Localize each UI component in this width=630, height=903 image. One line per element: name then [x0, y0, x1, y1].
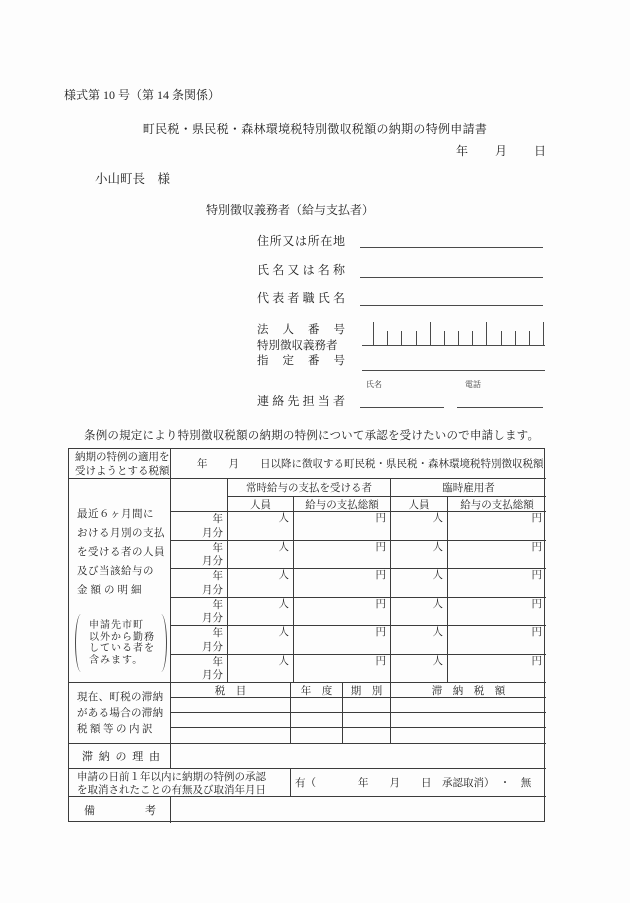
special-tax-label-line1: 納期の特例の適用を [75, 452, 170, 463]
tick [416, 331, 417, 345]
month-suffix: 月分 [202, 641, 223, 653]
month-row-date[interactable] [171, 598, 228, 627]
monthly-line: 金額の明細 [77, 585, 145, 596]
arrears-label-line: 現在、町税の滞納 [77, 692, 164, 703]
year-suffix: 年 [212, 542, 223, 554]
month-suffix: 月分 [202, 527, 223, 539]
remarks-label-cell [69, 797, 171, 823]
period-header: 期 別 [343, 683, 391, 698]
corporate-number-boxes[interactable] [362, 322, 545, 346]
monthly-note-lines [89, 620, 155, 666]
arrears-cell[interactable] [171, 698, 291, 713]
regular-salary-cell[interactable]: 円 [294, 626, 391, 655]
year-suffix: 年 [212, 514, 223, 525]
month-row-date[interactable] [171, 541, 228, 570]
arrears-cell[interactable] [343, 713, 391, 728]
temporary-personnel-cell[interactable]: 人 [391, 655, 448, 684]
monthly-detail-label [69, 479, 171, 683]
tick [515, 331, 516, 345]
month-suffix: 月分 [202, 556, 223, 567]
revocation-label [69, 769, 291, 797]
arrears-cell[interactable] [171, 713, 291, 728]
year-suffix: 年 [212, 656, 223, 668]
regular-salary-cell[interactable]: 円 [294, 512, 391, 541]
temporary-salary-cell[interactable]: 円 [448, 541, 546, 570]
revocation-label-line2: を取消されたことの有無及び取消年月日 [77, 784, 266, 796]
month-suffix: 月分 [202, 613, 223, 624]
note-line: している者を [89, 643, 155, 655]
date-line[interactable]: 年 月 日 [456, 144, 548, 158]
name-field[interactable] [360, 263, 543, 278]
month-row-date[interactable] [171, 626, 228, 655]
temporary-salary-cell[interactable]: 円 [448, 598, 546, 627]
tick [458, 331, 459, 345]
year-month-header-cell [171, 479, 228, 512]
tick [472, 331, 473, 345]
note-line: 申請先市町 [89, 620, 144, 631]
temporary-personnel-cell[interactable]: 人 [391, 626, 448, 655]
salary-total-header-temporary: 給与の支払総額 [448, 497, 546, 512]
address-field[interactable] [360, 233, 543, 248]
address-label: 住所又は所在地 [257, 234, 345, 248]
temporary-salary-cell[interactable]: 円 [448, 655, 546, 684]
representative-field[interactable] [360, 291, 543, 306]
tick [486, 322, 487, 345]
representative-label: 代表者職氏名 [257, 291, 345, 305]
personnel-header-regular: 人員 [228, 497, 294, 512]
temporary-personnel-cell[interactable]: 人 [391, 541, 448, 570]
temporary-salary-cell[interactable]: 円 [448, 626, 546, 655]
month-suffix: 月分 [202, 670, 223, 681]
declaration-sentence: 条例の規定により特別徴収税額の納期の特例について承認を受けたいので申請します。 [84, 430, 540, 442]
temporary-salary-cell[interactable]: 円 [448, 512, 546, 541]
name-label: 氏名又は名称 [257, 263, 345, 277]
note-line: 含みます。 [89, 654, 144, 666]
collector-label-line2: 指定番号 [257, 355, 345, 367]
regular-personnel-cell[interactable]: 人 [228, 512, 294, 541]
regular-personnel-cell[interactable]: 人 [228, 541, 294, 570]
regular-personnel-cell[interactable]: 人 [228, 569, 294, 598]
form-title: 町民税・県民税・森林環境税特別徴収税額の納期の特例申請書 [142, 122, 488, 136]
addressee: 小山町長 様 [95, 172, 171, 186]
tick [444, 331, 445, 345]
regular-personnel-cell[interactable]: 人 [228, 655, 294, 684]
monthly-line: 及び当該給与の [77, 566, 154, 577]
application-table [68, 448, 545, 822]
special-tax-label-line2: 受けようとする税額 [75, 465, 170, 477]
arrears-label [69, 683, 171, 744]
arrears-cell[interactable] [343, 728, 391, 744]
regular-salary-cell[interactable]: 円 [294, 598, 391, 627]
year-suffix: 年 [212, 571, 223, 582]
form-number: 様式第 10 号（第 14 条関係） [64, 88, 221, 102]
salary-total-header-regular: 給与の支払総額 [294, 497, 391, 512]
arrears-cell[interactable] [391, 698, 546, 713]
remarks-value[interactable] [171, 797, 546, 823]
year-suffix: 年 [212, 628, 223, 639]
arrears-cell[interactable] [343, 698, 391, 713]
month-suffix: 月分 [202, 584, 223, 596]
tick [529, 331, 530, 345]
regular-salary-cell[interactable]: 円 [294, 541, 391, 570]
special-tax-label [69, 449, 171, 479]
special-tax-value[interactable]: 年 月 日以降に徴収する町民税・県民税・森林環境税特別徴収税額 [171, 449, 546, 479]
remarks-label: 備考 [84, 805, 156, 817]
temporary-personnel-cell[interactable]: 人 [391, 512, 448, 541]
contact-phone-field[interactable] [457, 393, 543, 408]
regular-personnel-cell[interactable]: 人 [228, 598, 294, 627]
tick [543, 322, 544, 345]
regular-salary-cell[interactable]: 円 [294, 655, 391, 684]
revocation-label-line1: 申請の日前１年以内に納期の特例の承認 [77, 772, 266, 783]
contact-name-caption: 氏名 [366, 380, 382, 389]
arrears-reason-label: 滞納の理由 [82, 751, 160, 763]
payer-heading: 特別徴収義務者（給与支払者） [206, 203, 375, 217]
close-paren [155, 614, 167, 672]
corporate-number-label: 法人番号 [257, 324, 345, 336]
arrears-reason-label-cell [69, 744, 171, 769]
regular-salary-cell[interactable]: 円 [294, 569, 391, 598]
tick [401, 331, 402, 345]
tick [430, 322, 431, 345]
regular-personnel-cell[interactable]: 人 [228, 626, 294, 655]
contact-phone-caption: 電話 [465, 380, 481, 389]
month-row-date[interactable] [171, 569, 228, 598]
note-line: 以外から勤務 [89, 631, 155, 643]
arrears-label-line: 税額等の内訳 [77, 724, 155, 735]
month-row-date[interactable] [171, 512, 228, 541]
temporary-personnel-cell[interactable]: 人 [391, 569, 448, 598]
monthly-line: おける月別の支払 [77, 528, 165, 539]
arrears-cell[interactable] [291, 713, 343, 728]
arrears-amount-header: 滞 納 税 額 [391, 683, 546, 698]
tick [387, 331, 388, 345]
arrears-label-line: がある場合の滞納 [77, 708, 164, 719]
month-row-date[interactable] [171, 655, 228, 684]
year-suffix: 年 [212, 599, 223, 611]
contact-label: 連絡先担当者 [257, 394, 345, 408]
regular-employees-header: 常時給与の支払を受ける者 [228, 479, 391, 497]
designation-number-field[interactable] [362, 356, 545, 371]
temporary-salary-cell[interactable]: 円 [448, 569, 546, 598]
personnel-header-temporary: 人員 [391, 497, 448, 512]
arrears-cell[interactable] [291, 728, 343, 744]
tax-year-header: 年 度 [291, 683, 343, 698]
arrears-reason-value[interactable] [171, 744, 546, 769]
monthly-detail-lines [69, 479, 170, 600]
arrears-cell[interactable] [391, 728, 546, 744]
arrears-cell[interactable] [171, 728, 291, 744]
monthly-line: を受ける者の人員 [77, 547, 165, 558]
tick [501, 331, 502, 345]
tax-item-header: 税 目 [171, 683, 291, 698]
open-paren [75, 614, 87, 672]
monthly-line: 最近６ヶ月間に [77, 509, 154, 520]
revocation-value[interactable]: 有（ 年 月 日 承認取消） ・ 無 [291, 769, 546, 797]
arrears-cell[interactable] [291, 698, 343, 713]
temporary-personnel-cell[interactable]: 人 [391, 598, 448, 627]
monthly-note [73, 614, 169, 674]
collector-label-line1: 特別徴収義務者 [257, 340, 338, 352]
arrears-cell[interactable] [391, 713, 546, 728]
temporary-employees-header: 臨時雇用者 [391, 479, 546, 497]
contact-name-field[interactable] [360, 393, 444, 408]
tick [373, 322, 374, 345]
